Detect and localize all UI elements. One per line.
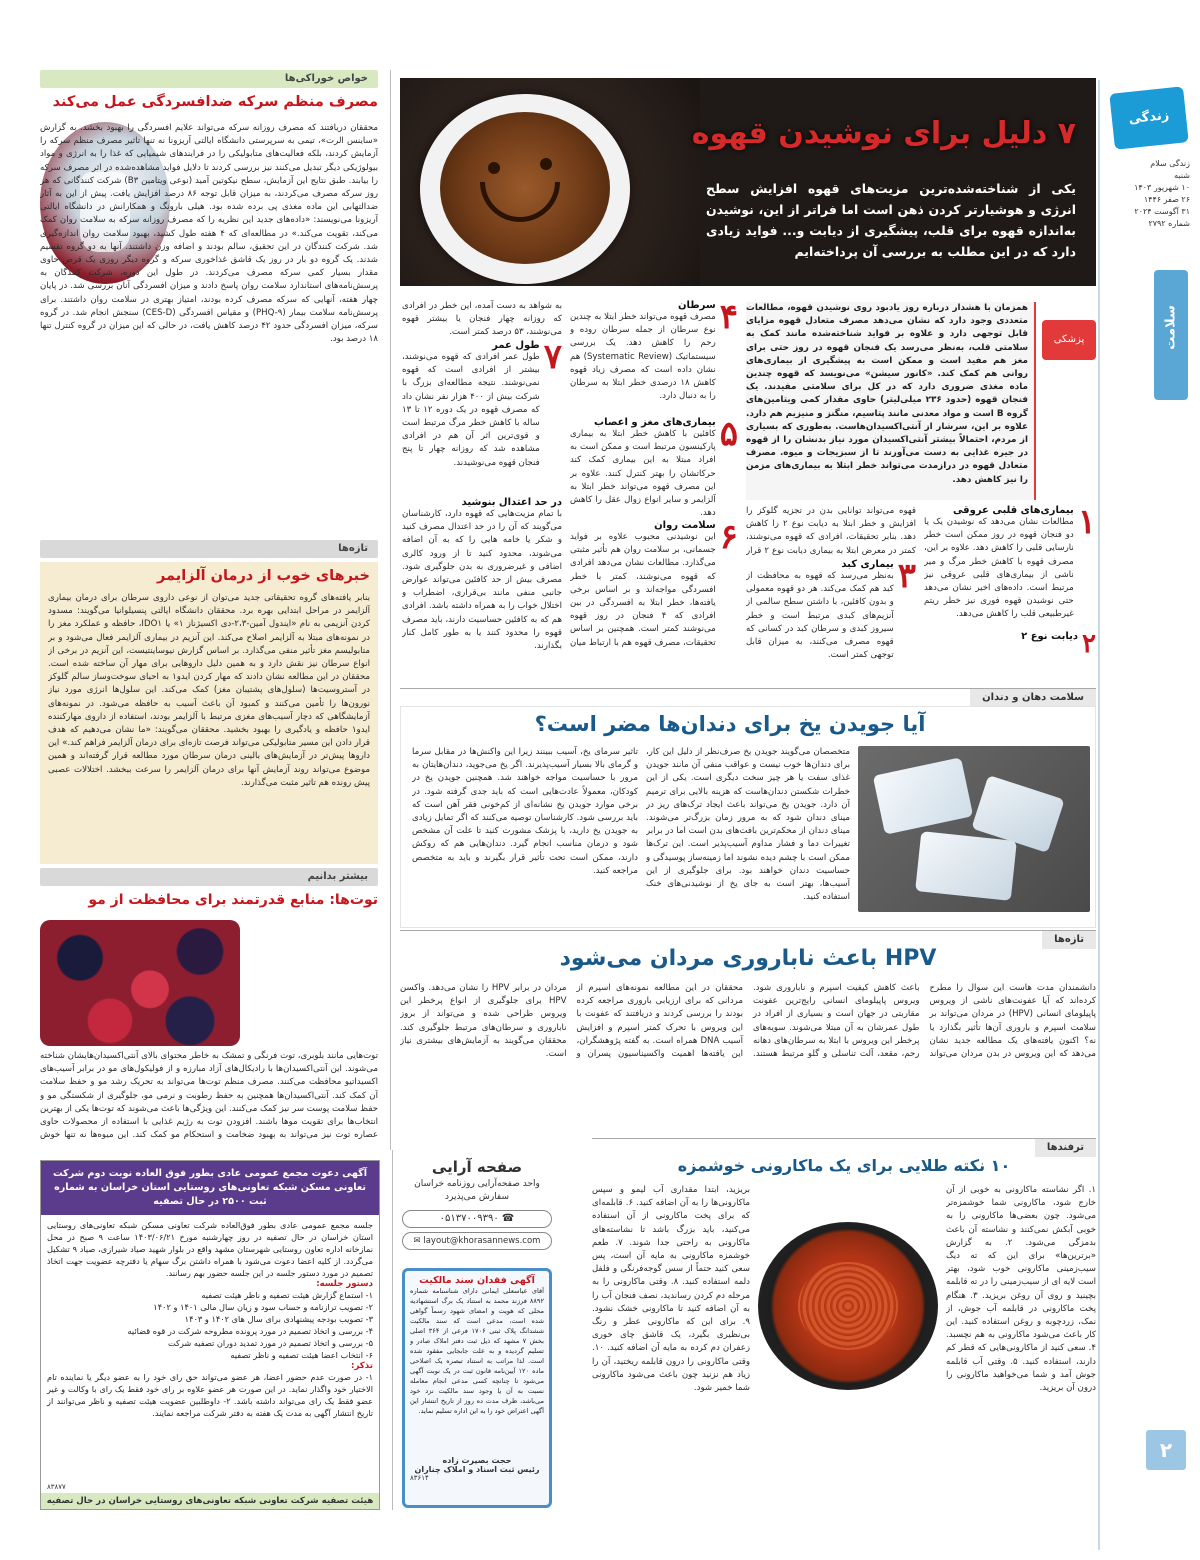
item-title: بیماری‌های قلبی عروقی xyxy=(952,505,1074,516)
item-text: با تمام مزیت‌هایی که قهوه دارد، کارشناسان می‌گویند که آن را در حد اعتدال مصرف کنید و شکر یا خامه هایی را که به آن اضافه می‌شوند، محدود کنید تا از ورود کالری اضافی و غیرضروری به بدن جلوگیری شود. مصرف بیش از حد کافئین می‌تواند عوارض جانبی منفی مانند بی‌قراری، اضطراب و اختلال خواب را به همراه داشته باشد. افرادی هم که به کافئین حساسیت دارند، باید مصرف قهوه را محدود کنند یا به طور کامل کنار بگذارند. xyxy=(402,509,562,652)
item-title: در حد اعتدال بنوشید xyxy=(461,497,562,508)
agenda-item: ۵- بررسی و اتخاذ تصمیم در مورد تمدید دوران تصفیه شرکت xyxy=(167,1338,373,1348)
berries-kicker: بیشتر بدانیم xyxy=(307,871,368,882)
item-title: بیماری کبد xyxy=(841,559,894,570)
item-title: سلامت روان xyxy=(654,520,716,531)
lost-doc-sign1: حجت بصیرت زاده xyxy=(442,1456,512,1465)
lost-doc-code: ۸۳۶۱۴ xyxy=(410,1474,429,1482)
alzheimer-title: خبرهای خوب از درمان آلزایمر xyxy=(157,568,370,584)
item-title: طول عمر xyxy=(492,340,540,351)
assembly-note: ۱- در صورت عدم حضور اعضا، هر عضو می‌تواند حق رای خود را به عضو دیگر یا نماینده تام الاختیار خود واگذار نماید. در این صورت هر عضو علاوه بر رای خود فقط یک رای با وکالت و غیر عضو فقط یک رای می‌تواند داشته باشد. ۲- داوطلبین عضویت هیئت تصفیه و ناظر می‌توانند از تاریخ انتشار آگهی به مدت یک هفته به دفتر شرکت مراجعه نمایند. xyxy=(47,1372,373,1418)
coffee-col-a xyxy=(570,297,738,685)
coffee-lead: یکی از شناخته‌شده‌ترین مزیت‌های قهوه افزایش سطح انرژی و هوشیارتر کردن ذهن است اما فراتر از این، نوشیدن به‌اندازه قهوه برای قلب، پیشگیری از دیابت و... فواید زیادی دارد که در این مطلب به بررسی آن پرداخته‌ایم xyxy=(706,181,1076,259)
agenda-item: ۶- انتخاب اعضا هیئت تصفیه و ناظر تصفیه xyxy=(230,1350,373,1360)
page-number: ۲ xyxy=(1146,1430,1186,1470)
vinegar-kicker: خواص خوراکی‌ها xyxy=(284,73,368,84)
item-text: به‌نظر می‌رسد که قهوه به محافظت از کبد هم کمک می‌کند. هر دو قهوه معمولی و بدون کافئین، با داشتن سطح سالمی از آنزیم‌های کبدی مرتبط است و خطر سیروز کبدی و سرطان کبد در کسانی که قهوه مصرف می‌کنند، به میزان قابل توجهی کمتر است. xyxy=(746,571,894,661)
item-number: ۷ xyxy=(543,337,562,377)
item-title: دیابت نوع ۲ xyxy=(1021,631,1079,642)
pasta-col1: ۱. اگر نشاسته ماکارونی به خوبی از آن خارج شود، ماکارونی شما خوشمزه‌تر می‌شود. چون بعضی‌ها ماکارونی را به خوبی آبکش نمی‌کنند و نشاسته آن باعث بدمزگی می‌شود. ۲. به گزارش «برترین‌ها» برای این که ته دیگ سیب‌زمینی ماکارونی خوب شود، بهتر است لایه ای از سیب‌زمینی را در ته قابلمه بچینید و روی آن روغن بریزید. ۳. هنگام پخت ماکارونی در قابلمه آب جوش، از نمک، زردچوبه و روغن استفاده کنید. این کار باعث می‌شود ماکارونی به هم نچسبد. ۴. سعی کنید از ماکارونی‌هایی که قطر کم دارند، استفاده کنید. ۵. وقتی آب قابلمه جوش آمد و شما می‌خواهید ماکارونی را درون آن بریزید. xyxy=(946,1185,1096,1394)
pasta-kicker-bar xyxy=(592,1138,1096,1154)
item-text: قهوه می‌تواند توانایی بدن در تجزیه گلوکز را افزایش و خطر ابتلا به دیابت نوع ۲ را کاهش دهد. بنابر تحقیقات، افرادی که قهوه می‌نوشند، کمتر در معرض ابتلا به بیماری دیابت نوع ۲ قرار xyxy=(746,506,916,556)
hpv-text: دانشمندان مدت هاست این سوال را مطرح کرده‌اند که آیا عفونت‌های ناشی از ویروس پاپیلومای انسانی (HPV) در مردان می‌تواند بر سلامت اسپرم و باروری آن‌ها تأثیر بگذارد یا نه؟ اکنون یافته‌های یک مطالعه جدید نشان می‌دهد که این ویروس در بدن مردان می‌تواند باعث کاهش کیفیت اسپرم و ناباروری شود. ویروس پاپیلومای انسانی رایج‌ترین عفونت مقاربتی در جهان است و بسیاری از افراد در طول عمرشان به آن مبتلا می‌شوند. سویه‌های پرخطر این ویروس با ابتلا به سرطان‌های دهانه رحم، مقعد، آلت تناسلی و گلو مرتبط هستند. محققان در این مطالعه نمونه‌های اسپرم از مردانی که برای ارزیابی باروری مراجعه کرده بودند را بررسی کردند و دریافتند که عفونت با این ویروس با تحرک کمتر اسپرم و افزایش آسیب DNA همراه است. به گفته پژوهشگران، این یافته‌ها اهمیت واکسیناسیون پسران و مردان در برابر HPV را نشان می‌دهد. واکسن HPV برای جلوگیری از انواع پرخطر این ویروس طراحی شده و می‌تواند از بروز ناباروری و سرطان‌های مرتبط جلوگیری کند. محققان می‌گویند به آزمایش‌های بیشتری نیاز است. xyxy=(400,983,1096,1060)
agenda-item: ۱- استماع گزارش هیئت تصفیه و ناظر هیئت تصفیه xyxy=(201,1290,373,1300)
item-title: سرطان xyxy=(677,300,716,311)
assembly-note-label: تذکر: xyxy=(351,1361,373,1371)
ice-kicker: سلامت دهان و دندان xyxy=(970,689,1096,707)
item-number: ۴ xyxy=(719,297,738,337)
item-number: ۱ xyxy=(1077,502,1096,542)
alzheimer-kicker: تازه‌ها xyxy=(338,543,368,554)
pasta-kicker: ترفندها xyxy=(1035,1139,1096,1157)
assembly-signature: هیئت تصفیه شرکت تعاونی شبکه تعاونی‌های روستایی خراسان در حال تصفیه xyxy=(41,1493,379,1509)
item-number: ۲ xyxy=(1082,629,1096,659)
meta-line: ۲۶ صفر ۱۴۴۶ xyxy=(1143,195,1190,204)
layout-ad xyxy=(402,1158,552,1256)
ice-col2: تاثیر سرمای یخ، آسیب ببینند زیرا این واکنش‌ها در مقابل سرما و گرمای بالا بسیار آسیب‌پذیرند. اگر یخ می‌جوید، دندان‌هایتان به مرور با حساسیت مواجه خواهند شد. همچنین جویدن یخ در کودکان، معمولاً عادت‌هایی است که باید جدی گرفته شود. در برخی موارد جویدن یخ نشانه‌ای از کم‌خونی فقر آهن است که باید بررسی شود. کارشناسان توصیه می‌کنند که اگر تمایل زیادی به جویدن یخ دارید، با پزشک مشورت کنید تا علت آن مشخص شود و درمان مناسب انجام گیرد. دندان‌هایی هم که روکش دارند، ممکن است تحت تأثیر قرار بگیرند و باید به متخصص مراجعه کنید. xyxy=(412,747,638,876)
coffee-intro: همزمان با هشدار درباره روز یادبود روی نوشیدن قهوه، مطالعات متعددی وجود دارد که نشان می‌دهد مصرف متعادل قهوه مزایای قابل توجهی دارد و علاوه بر فواید شناخته‌شده مانند کمک به سلامتی قلب، به‌نظر می‌رسد یک فنجان قهوه در روز حتی برای مغز هم مفید است و ممکن است به پیشگیری از بیماری‌های روانی هم کمک کند. «کانور سیشن» می‌نویسد که قهوه چندین ماده مغذی ضروری دارد که در کل برای سلامتی مفیدند. یک فنجان قهوه (حدود ۲۳۶ میلی‌لیتر) حاوی مقدار کمی ویتامین‌های گروه B است و مواد معدنی مانند پتاسیم، منگنز و منیزیم هم دارد. علاوه بر این، سرشار از آنتی‌اکسیدان‌هاست. به‌طوری که بسیاری از مردم، احتمالاً بیشتر آنتی‌اکسیدان مورد نیاز بدنشان را از قهوه در جیره غذایی به دست می‌آورند تا از سبزیجات و میوه. مصرف متعادل قهوه در درازمدت می‌تواند خطر ابتلا به بیماری‌های مزمن را نیز کاهش دهد. xyxy=(746,302,1036,500)
item-number: ۵ xyxy=(719,414,738,454)
hpv-title: HPV باعث ناباروری مردان می‌شود xyxy=(559,946,937,971)
assembly-ad xyxy=(40,1160,380,1510)
ice-kicker-bar xyxy=(400,688,1096,704)
coffee-item-2-3 xyxy=(746,505,916,685)
ice-image xyxy=(858,746,1090,912)
layout-ad-phone: ☎ ۰۵۱۳۷۰۰۹۳۹۰ xyxy=(402,1210,552,1228)
item-text: کافئین با کاهش خطر ابتلا به بیماری پارکینسون مرتبط است و ممکن است به افراد مبتلا به این بیماری کمک کند حرکاتشان را بهتر کنترل کنند. علاوه بر این مصرف قهوه می‌تواند خطر ابتلا به آلزایمر و سایر انواع زوال عقل را کاهش دهد. xyxy=(570,429,716,519)
mail-icon: ✉ xyxy=(413,1236,421,1246)
vinegar-kicker-bar xyxy=(40,70,378,88)
masthead-strip xyxy=(1102,70,1200,1560)
coffee-title: ۷ دلیل برای نوشیدن قهوه xyxy=(691,116,1076,151)
vinegar-text: محققان دریافتند که مصرف روزانه سرکه می‌تواند علایم افسردگی را بهبود بخشد. به گزارش «ساینس الرت»، تیمی به سرپرستی دانشگاه ایالتی آریزونا نه تنها تاثیر مصرف منظم سرکه را آزمایش کردند، بلکه فعالیت‌های متابولیکی را در فرایندهای شیمیایی که غذا را به انرژی و مواد بیولوژیکی دیگر تبدیل می‌کنند نیز بررسی کردند تا دلایل فواید مشاهده‌شده در اثر مصرف سرکه را بیابند. طبق نتایج این آزمایش، سطح نیکوتین آمید (نوعی ویتامین B۳) شرکت کنندگانی که هر روز سرکه مصرف می‌کردند، به میزان قابل توجه ۸۶ درصد افزایش یافت. پیش از این به آثار ضدالتهابی این ماده مغذی پی برده شده بود. هیلی بارونگ و همکارانش در دانشگاه ایالتی آریزونا می‌نویسند: «داده‌های جدید این نظریه را که مصرف روزانه سرکه به سلامت روان کمک می‌کند، تقویت می‌کند.» در مطالعه‌ای که ۴ هفته طول کشید، بهبود سلامت روان اندازه‌گیری شد. شرکت کنندگان در این تحقیق، سالم بودند و اضافه وزن داشتند. آنها به دو گروه تقسیم شدند. یک گروه دو بار در روز یک قاشق غذاخوری سرکه و گروه دیگر روزی یک قرص حاوی مقدار بسیار کمی سرکه مصرف می‌کردند. در طول این دوره، شرکت کنندگان به پرسش‌نامه‌های استاندارد سلامت روان پاسخ دادند و میزان افسردگی آنان بررسی شد. در پایان چهار هفته، آنهایی که سرکه مصرف کرده بودند، امتیاز بهتری در سلامت روان داشتند. برای پرسش‌نامه سلامت بیمار (PHQ-۹) و مقیاس افسردگی (CES-D) سنجش انجام شد. در گروه سرکه، میزان افسردگی حدود ۴۲ درصد کاهش یافت، در حالی که این میزان در گروه کنترل تنها ۱۸ درصد بود. xyxy=(40,123,378,345)
lost-doc-sign2: رئیس ثبت اسناد و املاک چناران xyxy=(414,1465,540,1474)
ice-title: آیا جویدن یخ برای دندان‌ها مضر است؟ xyxy=(534,712,926,736)
assembly-text: جلسه مجمع عمومی عادی بطور فوق‌العاده شرکت تعاونی مسکن شبکه تعاونی‌های روستایی استان خراسان در حال تصفیه در روز چهارشنبه مورخ ۱۴۰۳/۰۶/۲۱ ساعت ۹ صبح در محل نمازخانه اداره تعاون روستایی شهرستان مشهد واقع در بلوار شهید صیاد شیرازی، صیاد ۹ تشکیل می‌گردد. از کلیه اعضا دعوت می‌شود با همراه داشتن برگ سهام یا دفترچه عضویت جهت اتخاذ تصمیم در مورد دستور جلسه در این جلسه حضور بهم رسانند. xyxy=(47,1220,373,1278)
berries-kicker-bar xyxy=(40,868,378,886)
agenda-item: ۲- تصویب ترازنامه و حساب سود و زیان سال مالی ۱۴۰۱ و ۱۴۰۲ xyxy=(153,1302,373,1312)
meta-line: شنبه xyxy=(1174,171,1190,180)
berries-text: توت‌هایی مانند بلوبری، توت فرنگی و تمشک به خاطر محتوای بالای آنتی‌اکسیدان‌هایشان شناخته می‌شوند. این آنتی‌اکسیدان‌ها با رادیکال‌های آزاد مبارزه و از فولیکول‌های مو در برابر آسیب‌های اکسیداتیو محافظت می‌کنند. مصرف منظم توت‌ها می‌تواند به تحریک رشد مو و حفظ سلامت آن کمک کند. آنتی‌اکسیدان‌ها همچنین به حفظ رطوبت و نرمی مو، جلوگیری از شکستگی مو و حفظ سلامت پوست سر نیز کمک می‌کنند. این ویژگی‌ها باعث می‌شوند که توت‌ها یکی از بهترین انتخاب‌ها برای تقویت موها باشند. افزودن توت به رژیم غذایی با استفاده از محصولات حاوی عصاره توت نیز می‌تواند به بهبود ضخامت و استحکام مو کمک کند. این میوه‌ها نه تنها خوش xyxy=(40,1051,378,1141)
assembly-code: ۸۳۸۷۷ xyxy=(47,1483,66,1491)
item-text: مصرف قهوه می‌تواند خطر ابتلا به چندین نوع سرطان از جمله سرطان روده و رحم را کاهش دهد. یک بررسی سیستماتیک (Systematic Review) هم نشان داده است که مصرف زیاد قهوه کاهش ۱۸ درصدی خطر ابتلا به سرطان را به دنبال دارد. xyxy=(570,312,716,402)
hpv-kicker: تازه‌ها xyxy=(1042,931,1096,949)
agenda-item: ۴- بررسی و اتخاذ تصمیم در مورد پرونده مطروحه شرکت در قوه قضائیه xyxy=(127,1326,373,1336)
logo-text: زندگی سلام xyxy=(1127,107,1172,183)
layout-ad-title: صفحه آرایی xyxy=(431,1158,523,1176)
meta-line: شماره ۲۷۹۲ xyxy=(1148,219,1190,228)
coffee-tail: به شواهد به دست آمده، این خطر در افرادی که روزانه چهار فنجان یا بیشتر قهوه می‌نوشند، ۵۳ درصد کمتر است. xyxy=(402,301,562,338)
berries-side xyxy=(246,920,378,1046)
agenda-item: ۳- تصویب بودجه پیشنهادی برای سال های ۱۴۰۲ و ۱۴۰۳ xyxy=(184,1314,373,1324)
item-text: این نوشیدنی محبوب علاوه بر فواید جسمانی، بر سلامت روان هم تأثیر مثبتی می‌گذارد. مطالعات نشان می‌دهد افرادی که قهوه می‌نوشند، کمتر با خطر افسردگی مواجه‌اند و بر اساس برخی یافته‌ها، خطر ابتلا به افسردگی در بین افرادی که ۴ فنجان در روز قهوه می‌نوشند کمتر است. همچنین بر اساس تحقیقات، مصرف قهوه هم با ارتباط میان xyxy=(570,532,716,648)
berries-image xyxy=(40,920,240,1046)
ice-col1: متخصصان می‌گویند جویدن یخ صرف‌نظر از دلیل این کار، برای دندان‌ها خوب نیست و عواقب منفی آن مانند جویدن غذای سفت یا هر چیز سخت دیگری است. یکی از این خطرات شکستن دندان‌هاست که هزینه بالایی برای ترمیم آن دارد. جویدن یخ می‌تواند باعث ایجاد ترک‌های ریز در مینای دندان شود که به مرور زمان بزرگ‌تر می‌شوند. مینای دندان از محکم‌ترین بافت‌های بدن است اما در برابر تغییرات دما و فشار مداوم آسیب‌پذیر است. این ترک‌ها ممکن است با چشم دیده نشوند اما زمینه‌ساز پوسیدگی و حساسیت دندان خواهند بود. برای جلوگیری از این آسیب‌ها، بهتر است به جای یخ از نوشیدنی‌های خنک استفاده کنید. xyxy=(646,747,850,903)
meta-line: ۱۰ شهریور ۱۴۰۳ xyxy=(1134,183,1190,192)
lost-doc-ad xyxy=(402,1268,552,1508)
item-number: ۶ xyxy=(719,517,738,557)
berries-title: توت‌ها: منابع قدرتمند برای محافظت از مو xyxy=(88,892,378,908)
vinegar-title: مصرف منظم سرکه ضدافسردگی عمل می‌کند xyxy=(52,94,378,110)
strip-divider xyxy=(1098,80,1100,1550)
item-title: بیماری‌های مغز و اعصاب xyxy=(594,417,716,428)
lost-doc-text: آقای عباسعلی ایمانی دارای شناسنامه شماره ۸۸۹۲ فرزند محمد به استناد یک برگ استشهادیه محلی که هویت و امضای شهود رسماً گواهی شده است، مدعی است که سند مالکیت ششدانگ پلاک ثبتی ۱۷۰۶ فرعی از ۳۶۴ اصلی بخش ۷ مشهد که ذیل ثبت دفتر املاک صادر و تسلیم گردیده و به علت جابجایی مفقود شده است. لذا مراتب به استناد تبصره یک اصلاحی ماده ۱۲۰ آیین‌نامه قانون ثبت در یک نوبت آگهی می‌شود تا چنانچه کسی مدعی انجام معامله نسبت به آن یا وجود سند مالکیت نزد خود می‌باشد، ظرف مدت ده روز از تاریخ انتشار این آگهی اعتراض خود را به این اداره تسلیم نماید. xyxy=(410,1287,544,1415)
coffee-col-b xyxy=(402,300,562,685)
assembly-agenda-label: دستور جلسه: xyxy=(316,1279,373,1289)
column-divider xyxy=(390,70,391,1150)
badge: پزشکی xyxy=(1042,320,1096,360)
pasta-col2: بریزید، ابتدا مقداری آب لیمو و سپس ماکارونی‌ها را به آن اضافه کنید. ۶. قابلمه‌ای که برای پخت ماکارونی از آن استفاده می‌کنید، باید بزرگ باشد تا نشاسته‌های ماکارونی به راحتی جدا شوند. ۷. طعم خوشمزه ماکارونی به مایه آن است، پس سعی کنید حتماً از سس گوجه‌فرنگی و فلفل دلمه استفاده کنید. ۸. وقتی ماکارونی را به مرحله دم کردن رساندید، نصف فنجان آب را به آن اضافه کنید تا ماکارونی خشک نشود. ۹. برای این که ماکارونی عطر و رنگ بی‌نظیری بگیرد، یک قاشق چای خوری زعفران دم کرده به مایه آن اضافه کنید. ۱۰. وقتی ماکارونی را درون قابلمه ریختید، آن را زیاد هم نزنید چون باعث می‌شود ماکارونی شما خمیر شود. xyxy=(592,1185,750,1394)
pasta-title: ۱۰ نکته طلایی برای یک ماکارونی خوشمزه xyxy=(677,1156,1011,1175)
column-divider xyxy=(392,1150,393,1510)
meta-line: ۳۱ آگوست ۲۰۲۴ xyxy=(1134,207,1190,216)
pasta-image xyxy=(758,1222,938,1390)
coffee-item-1 xyxy=(924,502,1096,685)
meta-line: زندگی سلام xyxy=(1150,159,1190,168)
layout-ad-email: ✉ layout@khorasannews.com xyxy=(402,1232,552,1250)
coffee-cup-image xyxy=(400,78,700,286)
lost-doc-title: آگهی فقدان سند مالکیت xyxy=(419,1275,535,1286)
item-text: طول عمر افرادی که قهوه می‌نوشند، بیشتر از افرادی است که قهوه نمی‌نوشند. نتیجه مطالعه‌ای بزرگ با شرکت بیش از ۴۰۰ هزار نفر نشان داد که مصرف قهوه در یک دوره ۱۲ تا ۱۳ ساله با کاهش خطر مرگ مرتبط است و قوی‌ترین اثر آن هم در افرادی مشاهده شد که روزانه چهار تا پنج فنجان قهوه می‌نوشیدند. xyxy=(402,352,540,468)
hpv-kicker-bar xyxy=(400,930,1096,946)
layout-ad-body: واحد صفحه‌آرایی روزنامه خراسان سفارش می‌پذیرد xyxy=(414,1179,540,1202)
alzheimer-kicker-bar xyxy=(40,540,378,558)
item-number: ۳ xyxy=(897,556,916,596)
item-text: مطالعات نشان می‌دهد که نوشیدن یک یا دو فنجان قهوه در روز ممکن است خطر نارسایی قلبی را کاهش دهد. علاوه بر این، مصرف قهوه با کاهش خطر مرگ و میر ناشی از بیماری‌های قلبی عروقی نیز مرتبط است. داده‌های اخیر نشان می‌دهد حتی نوشیدن قهوه فوری نیز خطر ریتم غیرطبیعی قلب را کاهش می‌دهد. xyxy=(924,517,1074,620)
phone-icon: ☎ xyxy=(501,1213,515,1224)
issue-meta xyxy=(1110,158,1190,230)
alzheimer-text: بنابر یافته‌های گروه تحقیقاتی جدید می‌توان از نوعی داروی سرطان برای درمان بیماری آلزایمر در مراحل ابتدایی بهره برد. محققان دانشگاه ایالتی پنسیلوانیا می‌گویند: مسدود کردن آنزیمی به نام «ایندول آمین-۲،۳-دی اکسیژناز ۱» یا IDO۱، حافظه و عملکرد مغز را در نمونه‌های مبتلا به آلزایمر اصلاح می‌کند. این آنزیم در بیماری آلزایمر فعال می‌شود و بر متابولیسم مغز تأثیر منفی می‌گذارد. بر اساس گزارش نیوساینتیست، این آنزیم در برخی از انواع سرطان نیز نقش دارد و به همین دلیل داروهایی برای مهار آن ساخته شده است. محققان در این مطالعه نشان دادند که مهار کردن ایدو۱ به احیای سوخت‌وساز سالم گلوکز در آستروسیت‌ها (سلول‌های پشتیبان مغز) کمک می‌کند. این سلول‌ها انرژی مورد نیاز نورون‌ها را تأمین می‌کنند و کمبود آن باعث آسیب به حافظه می‌شود. در نمونه‌های آزمایشگاهی که دچار آسیب‌های مغزی مرتبط با آلزایمر بودند، استفاده از داروی مهارکننده ایدو۱ حافظه و یادگیری را بهبود بخشید. محققان می‌گویند: «ما نشان می‌دهیم که هدف قرار دادن این مسیر متابولیکی می‌تواند فرصت تازه‌ای برای درمان آلزایمر فراهم کند.» این داروها پیش‌تر در آزمایش‌های بالینی درمان سرطان مورد مطالعه قرار گرفته‌اند و همین موضوع می‌تواند روند آزمایش آنها برای درمان آلزایمر را سرعت ببخشد. اختلالات عصبی پیش رونده هم تاثیر مثبت می‌گذارند. xyxy=(48,593,370,788)
assembly-title: آگهی دعوت مجمع عمومی عادی بطور فوق العاده نوبت دوم شرکت تعاونی مسکن شبکه تعاونی‌های روستایی استان خراسان به شماره ثبت ۲۵۰۰ در حال تصفیه xyxy=(41,1161,379,1215)
coffee-hero xyxy=(400,78,1096,286)
section-tab: سلامت xyxy=(1154,270,1188,400)
